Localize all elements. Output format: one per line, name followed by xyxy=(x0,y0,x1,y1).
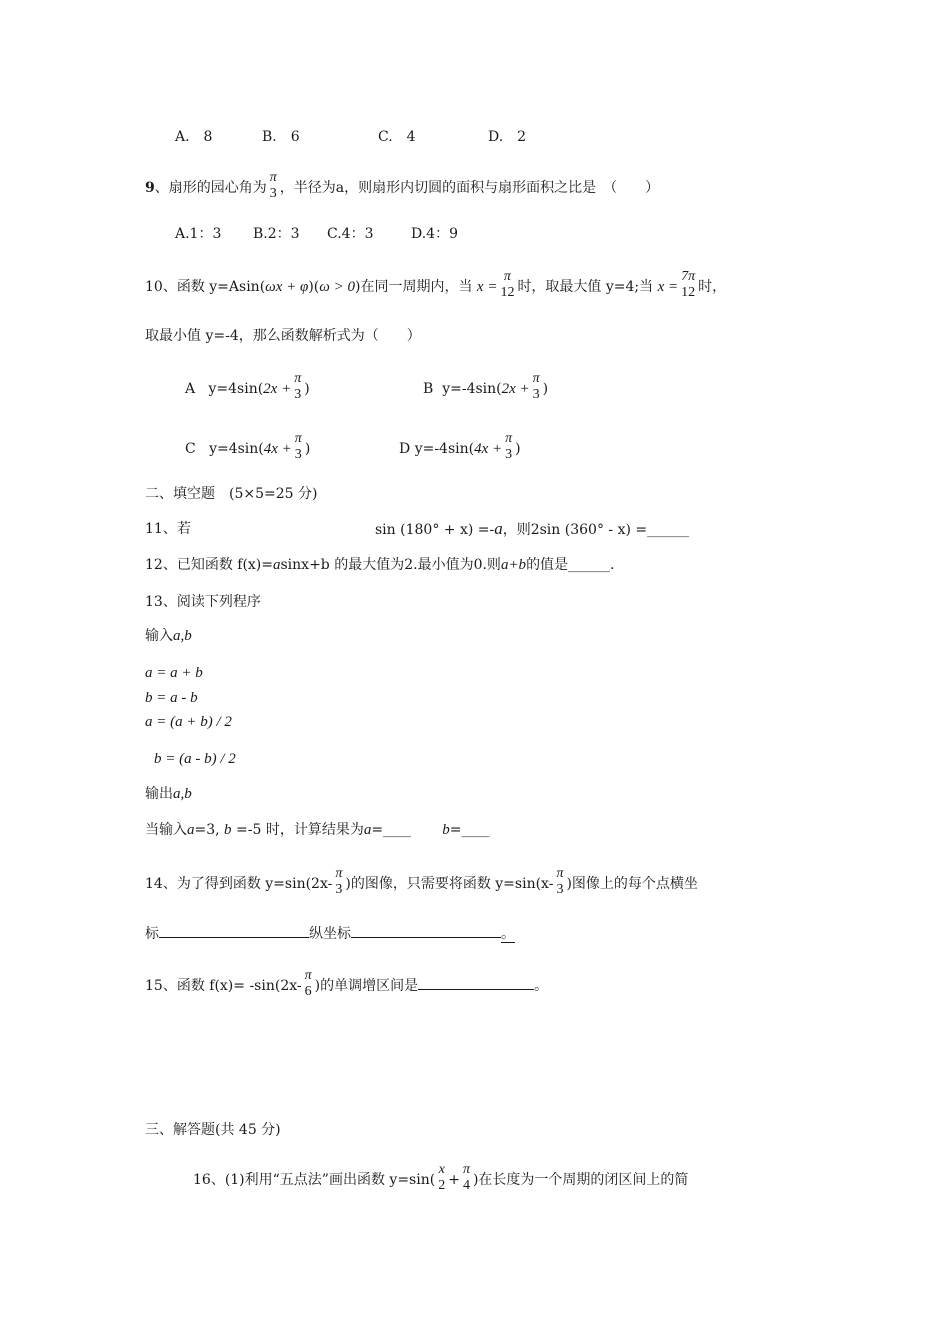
q14-frac-1: π 3 xyxy=(335,866,343,897)
q13-result-text-3: =-5 时，计算结果为 xyxy=(236,822,364,838)
q12-text-1: 12、已知函数 f(x)= xyxy=(145,557,273,573)
section-2-heading: 二、填空题 (5×5=25 分) xyxy=(145,486,318,502)
q13-answer-b: =____ xyxy=(449,822,490,838)
q16-x-over-2: x 2 xyxy=(438,1162,446,1193)
q15-end-mark: 。 xyxy=(534,978,549,994)
q10-option-d-expr: 4x + xyxy=(474,441,503,457)
q10-text-1: 10、函数 y=Asin( xyxy=(145,279,266,295)
q13-program-line-2: b = a - b xyxy=(145,690,198,706)
q15-text-2: )的单调增区间是 xyxy=(314,978,419,994)
q10-line-2: 取最小值 y=-4，那么函数解析式为（ ） xyxy=(145,328,421,344)
q13-input xyxy=(145,626,192,646)
q14-horizontal-label: 标 xyxy=(145,926,159,942)
q11-text-2: sin (180° + x) =- xyxy=(375,522,495,538)
q10-option-c-close: ) xyxy=(304,441,311,457)
q9-option-b: B.2：3 xyxy=(253,226,300,242)
q13-result-var-b: b xyxy=(224,822,232,838)
q8-option-d: D. 2 xyxy=(488,129,527,145)
q15-answer-blank xyxy=(418,975,534,990)
q13-program-line-3: a = (a + b) / 2 xyxy=(145,714,232,730)
q13-result-var-b-2: b xyxy=(442,822,450,838)
q10-omega-condition: ω > 0 xyxy=(319,279,355,295)
q11-text-3: ，则2sin (360° - x) =______ xyxy=(502,522,690,538)
q9-question xyxy=(145,172,659,204)
q13-program-line-4: b = (a - b) / 2 xyxy=(154,751,236,767)
q13-result-var-a-2: a xyxy=(363,822,372,838)
q14-horizontal-blank xyxy=(159,923,309,938)
q10-text-2: )( xyxy=(308,279,320,295)
q15-text-1: 15、函数 f(x)= -sin(2x- xyxy=(145,978,302,994)
q9-option-d: D.4：9 xyxy=(411,226,458,242)
q10-omega-x-phi: ωx + φ xyxy=(265,279,309,295)
q14-frac-2: π 3 xyxy=(556,866,564,897)
q9-option-c: C.4：3 xyxy=(327,226,374,242)
q10-option-b-label: B xyxy=(423,381,434,397)
q10-option-d-label: D xyxy=(399,441,411,457)
q10-option-a-frac: π 3 xyxy=(294,371,302,402)
q9-pi-over-3: π 3 xyxy=(269,170,277,201)
q10-option-c-label: C xyxy=(185,441,196,457)
q14-line-2 xyxy=(145,923,515,944)
q10-option-d-frac: π 3 xyxy=(505,431,513,462)
q10-x-eq-1: x = xyxy=(476,279,498,295)
q10-option-a-close: ) xyxy=(304,381,310,397)
q12-text-3: 的值是______. xyxy=(526,557,615,573)
q12-var-a: a xyxy=(273,557,281,573)
q10-text-3: )在同一周期内，当 xyxy=(354,279,473,295)
q10-option-c-frac: π 3 xyxy=(294,431,302,462)
q10-text-4: 时，取最大值 y=4;当 xyxy=(517,279,654,295)
q13-output-vars: a,b xyxy=(173,786,192,802)
q13-input-label: 输入 xyxy=(145,628,173,644)
q10-option-b-text: y=-4sin( xyxy=(442,381,502,397)
q13-result-text-1: 当输入 xyxy=(145,822,187,838)
q10-x-eq-2: x = xyxy=(657,279,679,295)
q14-text-2: )的图像，只需要将函数 y=sin(x- xyxy=(345,876,554,892)
q15-question xyxy=(145,970,548,1002)
q10-option-c-expr: 4x + xyxy=(263,441,292,457)
q10-option-b-close: ) xyxy=(542,381,549,397)
section-3-heading: 三、解答题(共 45 分) xyxy=(145,1122,281,1138)
q14-text-3: )图像上的每个点横坐 xyxy=(566,876,698,892)
q8-option-c: C. 4 xyxy=(378,129,416,145)
q10-option-b-frac: π 3 xyxy=(532,371,540,402)
q10-option-b-expr: 2x + xyxy=(501,381,530,397)
q16-text-2: )在长度为一个周期的闭区间上的简 xyxy=(472,1172,689,1188)
q10-text-5: 时， xyxy=(698,279,727,295)
q11-question xyxy=(375,519,689,540)
q13-program-line-1: a = a + b xyxy=(145,665,203,681)
q14-question xyxy=(145,868,698,900)
q13-answer-a: =____ xyxy=(371,822,412,838)
q12-var-a-plus-b: a+b xyxy=(500,557,527,573)
q13-result-var-a: a xyxy=(187,822,195,838)
q14-vertical-blank xyxy=(351,923,501,938)
q10-option-c-text: y=4sin( xyxy=(209,441,264,457)
q10-7pi-over-12: 7π 12 xyxy=(681,269,696,300)
q10-option-d-close: ) xyxy=(515,441,521,457)
q10-pi-over-12: π 12 xyxy=(500,269,515,300)
q12-text-2: sinx+b 的最大值为2.最小值为0.则 xyxy=(280,557,501,573)
q16-text-1: 16、(1)利用“五点法”画出函数 y=sin( xyxy=(193,1172,436,1188)
q13-output-label: 输出 xyxy=(145,786,173,802)
q13-output xyxy=(145,784,192,804)
q16-plus: + xyxy=(448,1172,460,1188)
q10-option-a-text: y=4sin( xyxy=(208,381,264,397)
q12-question xyxy=(145,555,615,575)
q10-question xyxy=(145,271,726,303)
q8-option-b: B. 6 xyxy=(262,129,300,145)
q13-result-text-2: =3, xyxy=(194,822,220,838)
q10-option-a-expr: 2x + xyxy=(263,381,292,397)
q10-option-a-label: A xyxy=(185,381,196,397)
q13-input-vars: a,b xyxy=(173,628,192,644)
q9-text-2: ，半径为a，则扇形内切圆的面积与扇形面积之比是 （ ） xyxy=(279,180,660,196)
q11-var-a: a xyxy=(494,519,503,538)
q10-option-d-text: y=-4sin( xyxy=(414,441,475,457)
q10-option-b xyxy=(423,373,548,405)
q15-frac: π 6 xyxy=(304,968,312,999)
q10-option-d xyxy=(399,433,521,465)
q13-result xyxy=(145,820,489,840)
q10-option-a xyxy=(185,373,310,405)
q14-text-1: 14、为了得到函数 y=sin(2x- xyxy=(145,876,333,892)
q16-pi-over-4: π 4 xyxy=(462,1162,470,1193)
q14-vertical-label: 纵坐标 xyxy=(309,926,351,942)
q13-title: 13、阅读下列程序 xyxy=(145,594,261,610)
q8-option-a: A. 8 xyxy=(175,129,213,145)
q9-number: 9 xyxy=(145,180,155,196)
q16-question xyxy=(193,1164,688,1196)
q14-end-mark: 。 xyxy=(501,926,515,942)
q9-option-a: A.1：3 xyxy=(175,226,222,242)
q9-text-1: 、扇形的园心角为 xyxy=(154,180,267,196)
q11-prefix: 11、若 xyxy=(145,521,191,537)
q10-option-c xyxy=(185,433,310,465)
